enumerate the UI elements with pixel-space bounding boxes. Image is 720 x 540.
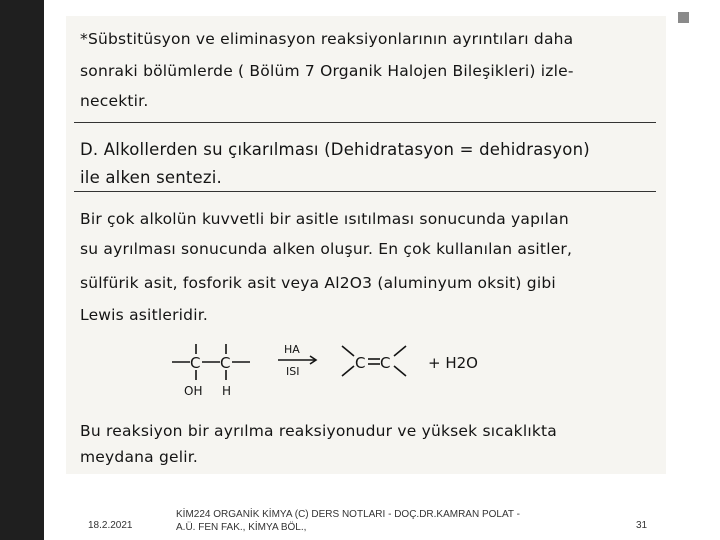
corner-square-icon [678,12,689,23]
svg-text:C: C [190,354,201,372]
note-line: sülfürik asit, fosforik asit veya Al2O3 (aluminyum oksit) gibi [80,274,556,292]
divider [74,191,656,192]
reactant-h-label: H [222,384,232,398]
handwritten-note-scan [66,16,666,474]
note-line: *Sübstitüsyon ve eliminasyon reaksiyonlarının ayrıntıları daha [80,30,574,48]
reactant-skeleton [172,344,250,380]
section-heading: D. Alkollerden su çıkarılması (Dehidratasyon = dehidrasyon) [80,140,590,159]
section-heading: ile alken sentezi. [80,168,222,187]
note-line: sonraki bölümlerde ( Bölüm 7 Organik Halojen Bileşikleri) izle- [80,62,574,80]
reactant-oh-label: OH [184,384,203,398]
arrow-condition-label: ISI [286,365,300,378]
svg-text:C: C [220,354,231,372]
note-line: Bu reaksiyon bir ayrılma reaksiyonudur ve yüksek sıcaklıkta [80,422,557,440]
left-sidebar-bar [0,0,44,540]
note-line: Lewis asitleridir. [80,306,208,324]
footer-course-info: KİM224 ORGANİK KİMYA (C) DERS NOTLARI - DOÇ.DR.KAMRAN POLAT - A.Ü. FEN FAK., KİMYA BÖL., [176,509,520,533]
note-line: necektir. [80,92,149,110]
svg-text:C: C [355,354,366,372]
arrow-reagent-label: HA [284,343,300,356]
footer-date: 18.2.2021 [88,520,133,531]
svg-text:C: C [380,354,391,372]
alkene-skeleton [342,346,406,376]
page-number: 31 [636,520,648,531]
water-byproduct: + H2O [428,354,478,372]
divider [74,122,656,123]
note-line: meydana gelir. [80,448,199,466]
reaction-scheme [166,338,506,402]
note-line: su ayrılması sonucunda alken oluşur. En çok kullanılan asitler, [80,240,573,258]
note-line: Bir çok alkolün kuvvetli bir asitle ısıtılması sonucunda yapılan [80,210,569,228]
